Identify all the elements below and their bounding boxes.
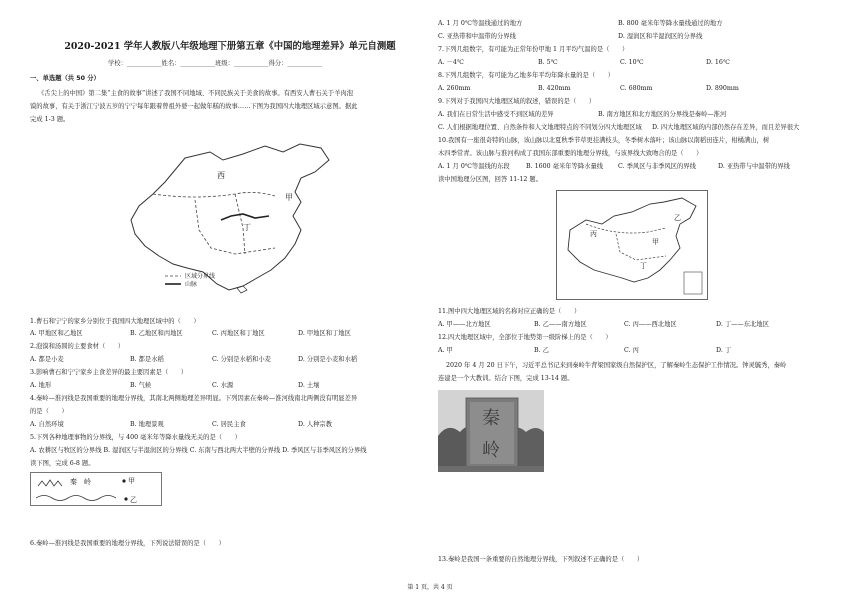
q12-option: C. 丙	[624, 347, 639, 354]
q3-option: C. 水源	[212, 382, 234, 389]
q12-option: D. 丁	[716, 347, 732, 354]
question-3: 3.影响曹石和宁宁家乡主食差异的最主要因素是（ ）	[30, 369, 188, 376]
q11-option: B. 乙——南方地区	[534, 321, 587, 328]
exam-title: 2020-2021 学年人教版八年级地理下册第五章《中国的地理差异》单元自测题	[64, 41, 396, 52]
q8-option: D. 890mm	[706, 85, 739, 92]
q7-option: B. 5℃	[538, 59, 558, 66]
question-8: 8.下列几组数字，有可能为乙地多年平均年降水量的是（ ）	[438, 72, 615, 79]
q1-option: C. 丙地区和丁地区	[212, 330, 265, 337]
q4-option: D. 人种宗教	[298, 421, 333, 428]
q4-option: A. 自然环境	[30, 421, 64, 428]
q11-option: C. 丙——西北地区	[624, 321, 677, 328]
q9-option: A. 我们在日常生活中感受不到区域的差异	[438, 111, 554, 118]
question-7: 7.下列几组数字，有可能为正常年份甲地 1 月平均气温的是（ ）	[438, 46, 629, 53]
ground	[438, 466, 544, 472]
q4-option: B. 地理景观	[130, 421, 164, 428]
q6-option: B. 800 毫米年等降水量线通过的地方	[618, 20, 723, 27]
engraved-char: 岭	[482, 440, 500, 461]
q6-option: D. 湿润区和半湿润区的分界线	[618, 33, 703, 40]
question-2: 2.泡馍和汤圆的主要食材（ ）	[30, 343, 125, 350]
page-footer: 第 1 页，共 4 页	[407, 584, 453, 591]
intro-text: 馍的故事，有关于浙江宁波五岁的宁宁每年跟着曾祖外婆一起做年糕的故事……下图为我国四大地理区域示意图。据此	[30, 103, 358, 110]
q7-option: C. 10℃	[620, 59, 644, 66]
q9-option: C. 人们根据地理位置、自然条件和人文地理特点的不同划分四大地理区域	[438, 124, 642, 131]
q2-option: D. 分别是小麦和水稻	[298, 356, 358, 363]
q1-option: B. 乙地区和丙地区	[130, 330, 183, 337]
student-info-line: 学校：___________姓名：___________班级：___________得分：___________	[108, 60, 323, 67]
label-xi: 西	[217, 171, 225, 180]
question-11: 11.图中四大地理区域的名称对应正确的是（ ）	[438, 308, 581, 315]
q8-option: A. 260mm	[438, 85, 471, 92]
q9-option: D. 四大地理区域的内部仍然存在差异，而且差异很大	[652, 124, 800, 131]
label-jia: 甲	[285, 193, 293, 202]
qinling-monument-photo	[438, 390, 544, 472]
label-bing: 丙	[590, 230, 597, 238]
q7-option: A. －4℃	[438, 59, 464, 66]
q2-option: A. 都是小麦	[30, 356, 64, 363]
q10-option: B. 1600 毫米年等降水量线	[526, 163, 604, 170]
q5-options: A. 农耕区与牧区的分界线 B. 湿润区与半湿润区的分界线 C. 东南与西北两大半壁的分界线 D. 季风区与非季风区的分界线	[30, 447, 367, 454]
q2-option: B. 都是水稻	[130, 356, 164, 363]
q1-option: D. 甲地区和丁地区	[298, 330, 351, 337]
question-10: 10.我国有一座很奇特的山脉，该山脉以北夏秋季节草更挂满枝头，冬季树木落叶；该山脉以南稻田连片，柑橘满山，树	[438, 137, 770, 144]
q4-option: C. 居民主食	[212, 421, 246, 428]
q11-option: A. 甲——北方地区	[438, 321, 491, 328]
question-4: 的是（ ）	[30, 408, 68, 415]
q12-option: A. 甲	[438, 347, 453, 354]
question-12: 12.四大地理区域中，全部位于地势第一级阶梯上的是（ ）	[438, 334, 612, 341]
question-5: 5.下列各种地理事物的分界线，与 400 毫米年等降水量线无关的是（ ）	[30, 434, 241, 441]
legend-boundary: 区域分界线	[185, 273, 216, 280]
question-13: 13.秦岭是我国一条重要的自然地理分界线，下列叙述不正确的是（ ）	[438, 556, 644, 563]
intro-text: 《舌尖上的中国》第二集“主食的故事”讲述了我国不同地域、不同民族关于美食的故事。有西安人曹石关于羊肉泡	[38, 90, 353, 97]
china-region-map	[125, 138, 345, 298]
qinling-strip-figure	[30, 472, 162, 506]
q2-option: C. 分别是水稻和小麦	[212, 356, 271, 363]
label-jia: 甲	[128, 477, 135, 485]
q9-option: B. 南方地区和北方地区的分界线是秦岭—淮河	[598, 111, 727, 118]
q10-option: A. 1 月 0℃等温线的东段	[438, 163, 510, 170]
question-4: 4.秦岭—淮河线是我国重要的地理分界线，其南北两侧地理差异明显。下列因素在秦岭—淮河线南北两侧没有明显差异	[30, 395, 358, 402]
q5-lead: 读下图，完成 6-8 题。	[30, 460, 95, 467]
label-yi: 乙	[130, 496, 137, 504]
q10-lead: 读中国地理分区图，回答 11-12 题。	[438, 176, 543, 183]
q1-option: A. 甲地区和乙地区	[30, 330, 83, 337]
q12-option: B. 乙	[534, 347, 549, 354]
q7-option: D. 16℃	[706, 59, 730, 66]
china-zoning-map	[556, 190, 708, 300]
region-boundary	[195, 200, 275, 254]
intro-text: 完成 1-3 题。	[30, 116, 70, 123]
intro-13: 连建是一个大教训。结合下图，完成 13-14 题。	[438, 375, 574, 382]
q10-option: C. 季风区与非季风区的界线	[618, 163, 696, 170]
legend-mountain: 山脉	[185, 281, 198, 288]
q3-option: D. 土壤	[298, 382, 320, 389]
q10-option: D. 亚热带与中温带的界线	[718, 163, 790, 170]
question-9: 9.下列对于我国四大地理区域的叙述，错误的是（ ）	[438, 98, 596, 105]
label-jia: 甲	[652, 238, 659, 246]
q8-option: C. 680mm	[620, 85, 653, 92]
question-6: 6.秦岭—淮河线是我国重要的地理分界线，下列说法错误的是（ ）	[30, 540, 225, 547]
q11-option: D. 丁——东北地区	[716, 321, 769, 328]
label-yi: 乙	[674, 214, 681, 222]
engraved-char: 秦	[482, 408, 500, 429]
q6-option: A. 1 月 0℃等温线通过的地方	[438, 20, 523, 27]
q6-option: C. 亚热带和中温带的分界线	[438, 33, 516, 40]
section-heading: 一、单选题（共 50 分）	[30, 75, 100, 82]
label-ding: 丁	[243, 223, 251, 232]
region-boundary	[153, 192, 275, 197]
q8-option: B. 420mm	[538, 85, 571, 92]
question-1: 1.曹石和宁宁的家乡分别位于我国四大地理区域中的（ ）	[30, 318, 200, 325]
label-ding: 丁	[640, 262, 647, 270]
intro-13: 2020 年 4 月 20 日下午，习近平总书记来到秦岭牛背梁国家级自然保护区，了解秦岭生态保护工作情况。钟灵毓秀，秦岭	[446, 362, 787, 369]
label-qinling: 秦 岭	[70, 478, 91, 486]
map-frame	[557, 191, 708, 300]
q3-option: B. 气候	[130, 382, 152, 389]
q3-option: A. 地形	[30, 382, 52, 389]
mountain-range	[221, 214, 269, 220]
figure-frame	[31, 473, 162, 506]
question-10: 木四季常青。该山脉与淮河构成了我国东部重要的地理分界线，与该界线大致吻合的是（ ）	[438, 150, 703, 157]
